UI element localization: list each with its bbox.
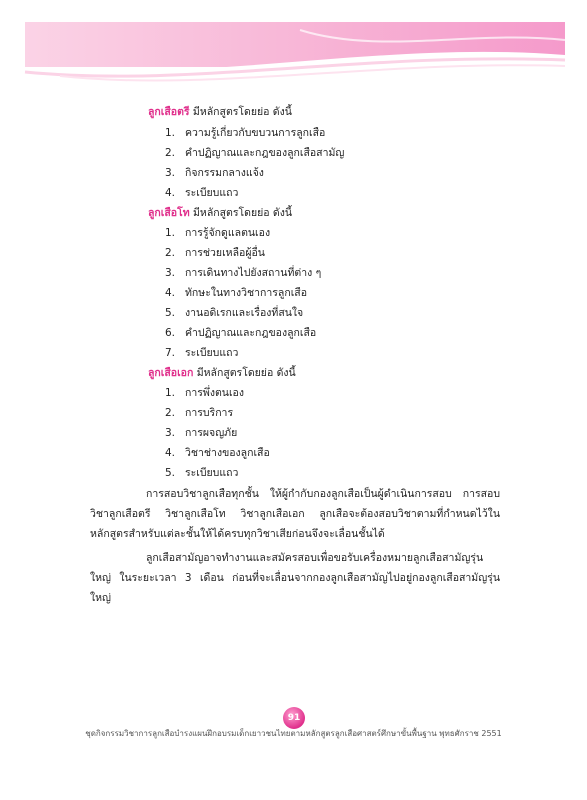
page-number-badge: 91 [283, 707, 305, 729]
paragraph: ลูกเสือสามัญอาจทำงานและสมัครสอบเพื่อขอรับเครื่องหมายลูกเสือสามัญรุ่นใหญ่ ในระยะเวลา 3 เดือน ก่อนที่จะเลื่อนจากกองลูกเสือสามัญไปอยู่กองลูกเสือสามัญรุ่นใหญ่ [90, 552, 500, 604]
section-title: ลูกเสือตรี [148, 106, 190, 118]
list-item: 3. การเดินทางไปยังสถานที่ต่าง ๆ [165, 267, 322, 279]
list-item: 1. ความรู้เกี่ยวกับขบวนการลูกเสือ [165, 127, 326, 139]
list-item: 6. คำปฏิญาณและกฎของลูกเสือ [165, 327, 317, 339]
body-paragraphs [90, 484, 500, 608]
section-heading-2 [148, 206, 292, 220]
list-item: 1. การพึ่งตนเอง [165, 387, 244, 399]
section-title: ลูกเสือเอก [148, 367, 194, 379]
section-intro: มีหลักสูตรโดยย่อ ดังนี้ [193, 367, 296, 379]
list-item: 1. การรู้จักดูแลตนเอง [165, 227, 271, 239]
section-heading-3 [148, 366, 296, 380]
section-intro: มีหลักสูตรโดยย่อ ดังนี้ [189, 207, 293, 219]
paragraph: การสอบวิชาลูกเสือทุกชั้น ให้ผู้กำกับกองลูกเสือเป็นผู้ดำเนินการสอบ การสอบวิชาลูกเสือตรี วิชาลูกเสือโท วิชาลูกเสือเอก ลูกเสือจะต้องสอบวิชาตามที่กำหนดไว้ในหลักสูตรสำหรับแต่ละชั้นให้ได้ครบทุกวิชาเสียก่อนจึงจะเลื่อนชั้นได้ [90, 488, 500, 540]
list-item: 4. วิชาช่างของลูกเสือ [165, 447, 270, 459]
section-heading-1 [148, 105, 292, 119]
section-intro: มีหลักสูตรโดยย่อ ดังนี้ [189, 106, 292, 118]
list-item: 2. การบริการ [165, 407, 234, 419]
section-title: ลูกเสือโท [148, 207, 190, 219]
list-item: 2. คำปฏิญาณและกฎของลูกเสือสามัญ [165, 147, 345, 159]
list-item: 4. ระเบียบแถว [165, 187, 239, 199]
list-item: 2. การช่วยเหลือผู้อื่น [165, 247, 265, 259]
list-item: 5. งานอดิเรกและเรื่องที่สนใจ [165, 307, 304, 319]
list-item: 4. ทักษะในทางวิชาการลูกเสือ [165, 287, 307, 299]
footer-text: ชุดกิจกรรมวิชาการลูกเสือบำรงแผนฝึกอบรมเด็กเยาวชนไทยตามหลักสูตรลูกเสือศาสตร์ศึกษาขั้นพื้นฐาน พุทธศักราช 2551 [85, 729, 502, 738]
list-item: 5. ระเบียบแถว [165, 467, 239, 479]
list-item: 3. การผจญภัย [165, 427, 238, 439]
list-item: 7. ระเบียบแถว [165, 347, 239, 359]
list-item: 3. กิจกรรมกลางแจ้ง [165, 167, 264, 179]
